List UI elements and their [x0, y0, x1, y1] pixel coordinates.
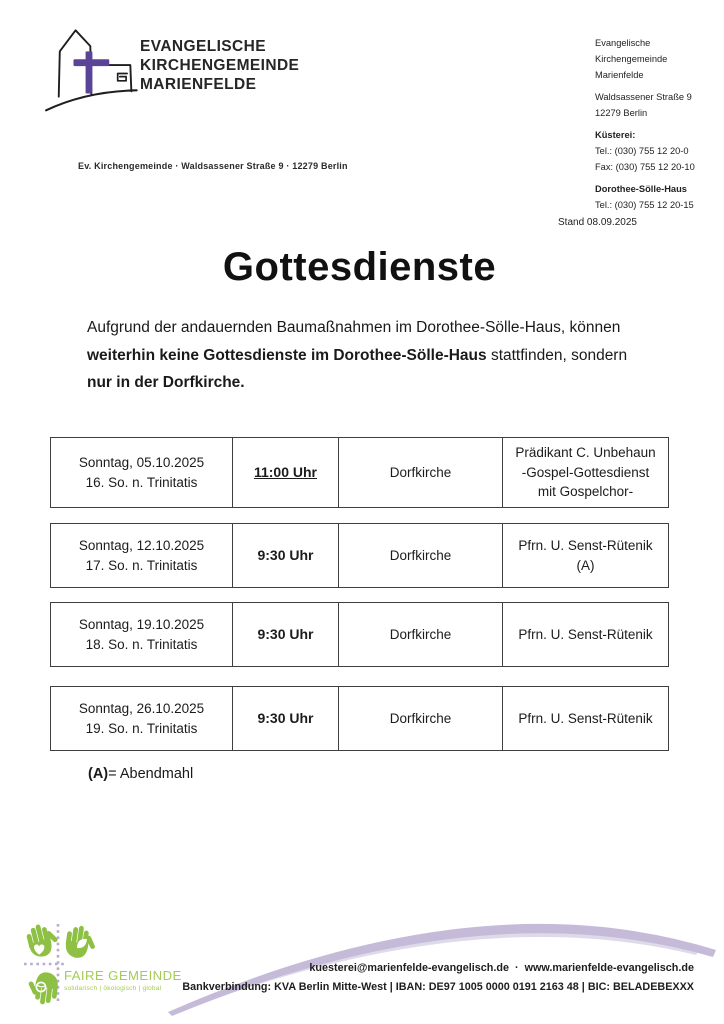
footer-separator: · [514, 962, 519, 974]
schedule-row [50, 523, 669, 588]
church-logo-icon [44, 24, 144, 124]
hand-heart-icon [24, 921, 61, 960]
brand-name [140, 37, 299, 94]
kuesterei-fax: Fax: (030) 755 12 20-10 [595, 162, 695, 172]
service-sunday-name: 19. So. n. Trinitatis [85, 720, 198, 736]
footer-email: kuesterei@marienfelde-evangelisch.de [309, 962, 509, 974]
legend-symbol: (A) [88, 766, 109, 782]
service-note: -Gospel-Gottesdienst mit Gospelchor- [521, 464, 650, 500]
contact-org-line: Kirchengemeinde [595, 54, 668, 64]
intro-text: Aufgrund der andauernden Baumaßnahmen im Dorothee-Sölle-Haus, können [87, 319, 621, 336]
time-cell: 9:30 Uhr [232, 603, 338, 666]
location-cell: Dorfkirche [338, 603, 502, 666]
contact-address [595, 89, 715, 121]
brand-line: MARIENFELDE [140, 76, 257, 93]
time-cell: 11:00 Uhr [232, 438, 338, 507]
footer-bank-line: Bankverbindung: KVA Berlin Mitte-West | IBAN: DE97 1005 0000 0191 2163 48 | BIC: BELADEBEXXX [182, 981, 694, 993]
minister-cell [502, 524, 668, 587]
intro-text: stattfinden, sondern [486, 346, 628, 364]
footer-contact [182, 962, 694, 993]
brand-line: EVANGELISCHE [140, 38, 266, 55]
contact-org-line: Evangelische [595, 38, 651, 48]
legend-note [88, 766, 193, 782]
faire-gemeinde-logo [20, 914, 192, 1014]
stand-date: Stand 08.09.2025 [558, 217, 637, 228]
contact-org [595, 35, 715, 83]
contact-block [595, 35, 715, 219]
service-sunday-name: 17. So. n. Trinitatis [85, 557, 198, 573]
cross-icon [73, 51, 109, 93]
faire-gemeinde-title: FAIRE GEMEINDE [64, 968, 182, 983]
intro-paragraph [87, 314, 639, 397]
contact-city: 12279 Berlin [595, 108, 648, 118]
date-cell [51, 524, 232, 587]
service-date: Sonntag, 26.10.2025 [78, 701, 205, 716]
contact-kuesterei [595, 127, 715, 175]
schedule-row [50, 686, 669, 751]
brand-line: KIRCHENGEMEINDE [140, 57, 300, 74]
intro-bold-text: weiterhin keine Gottesdienste im Dorothee-Sölle-Haus [87, 346, 487, 364]
contact-org-line: Marienfelde [595, 70, 644, 80]
contact-street: Waldsassener Straße 9 [595, 92, 692, 102]
sender-address-line: Ev. Kirchengemeinde · Waldsassener Straße 9 · 12279 Berlin [78, 161, 348, 171]
kuesterei-label: Küsterei: [595, 130, 636, 140]
service-date: Sonntag, 19.10.2025 [78, 617, 205, 632]
dsh-label: Dorothee-Sölle-Haus [595, 184, 687, 194]
schedule-row [50, 602, 669, 667]
footer-email-line [182, 962, 694, 974]
page-title: Gottesdienste [222, 245, 497, 289]
footer-website: www.marienfelde-evangelisch.de [524, 962, 694, 974]
location-cell: Dorfkirche [338, 524, 502, 587]
date-cell [51, 687, 232, 750]
minister-name: Prädikant C. Unbehaun [515, 445, 656, 461]
minister-name: Pfrn. U. Senst-Rütenik [518, 538, 653, 553]
schedule-row [50, 437, 669, 508]
location-cell: Dorfkirche [338, 438, 502, 507]
date-cell [51, 603, 232, 666]
service-note: (A) [576, 557, 595, 573]
service-date: Sonntag, 05.10.2025 [78, 455, 205, 470]
minister-name: Pfrn. U. Senst-Rütenik [518, 710, 653, 726]
minister-cell [502, 438, 668, 507]
minister-cell [502, 603, 668, 666]
faire-gemeinde-subtitle: solidarisch | ökologisch | global [64, 985, 162, 992]
date-cell [51, 438, 232, 507]
contact-dsh [595, 181, 715, 213]
service-sunday-name: 16. So. n. Trinitatis [85, 474, 198, 490]
location-cell: Dorfkirche [338, 687, 502, 750]
kuesterei-tel: Tel.: (030) 755 12 20-0 [595, 146, 689, 156]
hand-leaf-icon [64, 924, 98, 960]
minister-name: Pfrn. U. Senst-Rütenik [518, 626, 653, 642]
minister-cell [502, 687, 668, 750]
service-sunday-name: 18. So. n. Trinitatis [85, 636, 198, 652]
intro-bold-text: nur in der Dorfkirche. [87, 374, 245, 391]
dsh-tel: Tel.: (030) 755 12 20-15 [595, 200, 694, 210]
hand-globe-icon [25, 970, 59, 1006]
legend-text: = Abendmahl [108, 766, 194, 782]
service-date: Sonntag, 12.10.2025 [78, 538, 205, 553]
time-cell: 9:30 Uhr [232, 687, 338, 750]
time-cell: 9:30 Uhr [232, 524, 338, 587]
